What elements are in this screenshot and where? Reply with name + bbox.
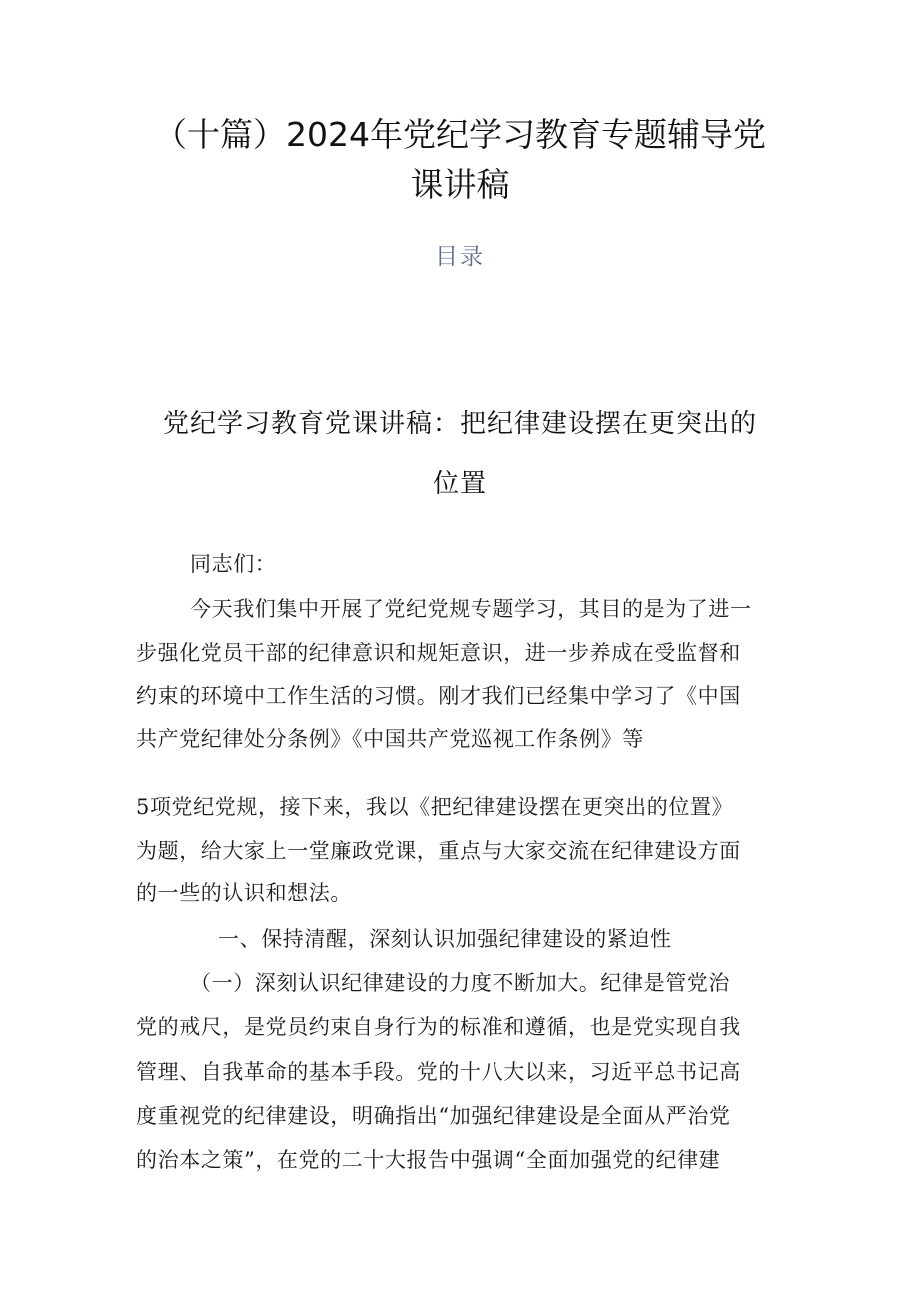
body-line: 的一些的认识和想法。 <box>136 881 352 905</box>
table-of-contents-link[interactable]: 目录 <box>435 244 485 270</box>
section-title-line2: 位置 <box>432 469 487 499</box>
body-line: 今天我们集中开展了党纪党规专题学习，其目的是为了进一 <box>190 597 752 621</box>
document-title-line2: 课讲稿 <box>410 165 510 204</box>
document-title-line1: （十篇）2024年党纪学习教育专题辅导党 <box>154 115 766 154</box>
heading-level-one: 一、保持清醒，深刻认识加强纪律建设的紧迫性 <box>218 927 672 951</box>
body-line: 步强化党员干部的纪律意识和规矩意识，进一步养成在受监督和 <box>136 641 741 665</box>
body-line: 的治本之策”，在党的二十大报告中强调“全面加强党的纪律建 <box>136 1148 721 1172</box>
body-line: （一）深刻认识纪律建设的力度不断加大。纪律是管党治 <box>190 971 730 995</box>
body-line: 5项党纪党规，接下来，我以《把纪律建设摆在更突出的位置》 <box>136 795 734 819</box>
salutation: 同志们： <box>190 552 277 576</box>
body-line: 党的戒尺，是党员约束自身行为的标准和遵循，也是党实现自我 <box>136 1015 741 1039</box>
section-title-line1: 党纪学习教育党课讲稿：把纪律建设摆在更突出的 <box>162 409 757 439</box>
body-line: 约束的环境中工作生活的习惯。刚才我们已经集中学习了《中国 <box>136 684 741 708</box>
body-line: 管理、自我革命的基本手段。党的十八大以来，习近平总书记高 <box>136 1060 741 1084</box>
body-line: 为题，给大家上一堂廉政党课，重点与大家交流在纪律建设方面 <box>136 839 741 863</box>
body-line: 度重视党的纪律建设，明确指出“加强纪律建设是全面从严治党 <box>136 1104 731 1128</box>
body-line: 共产党纪律处分条例》《中国共产党巡视工作条例》等 <box>136 727 644 751</box>
